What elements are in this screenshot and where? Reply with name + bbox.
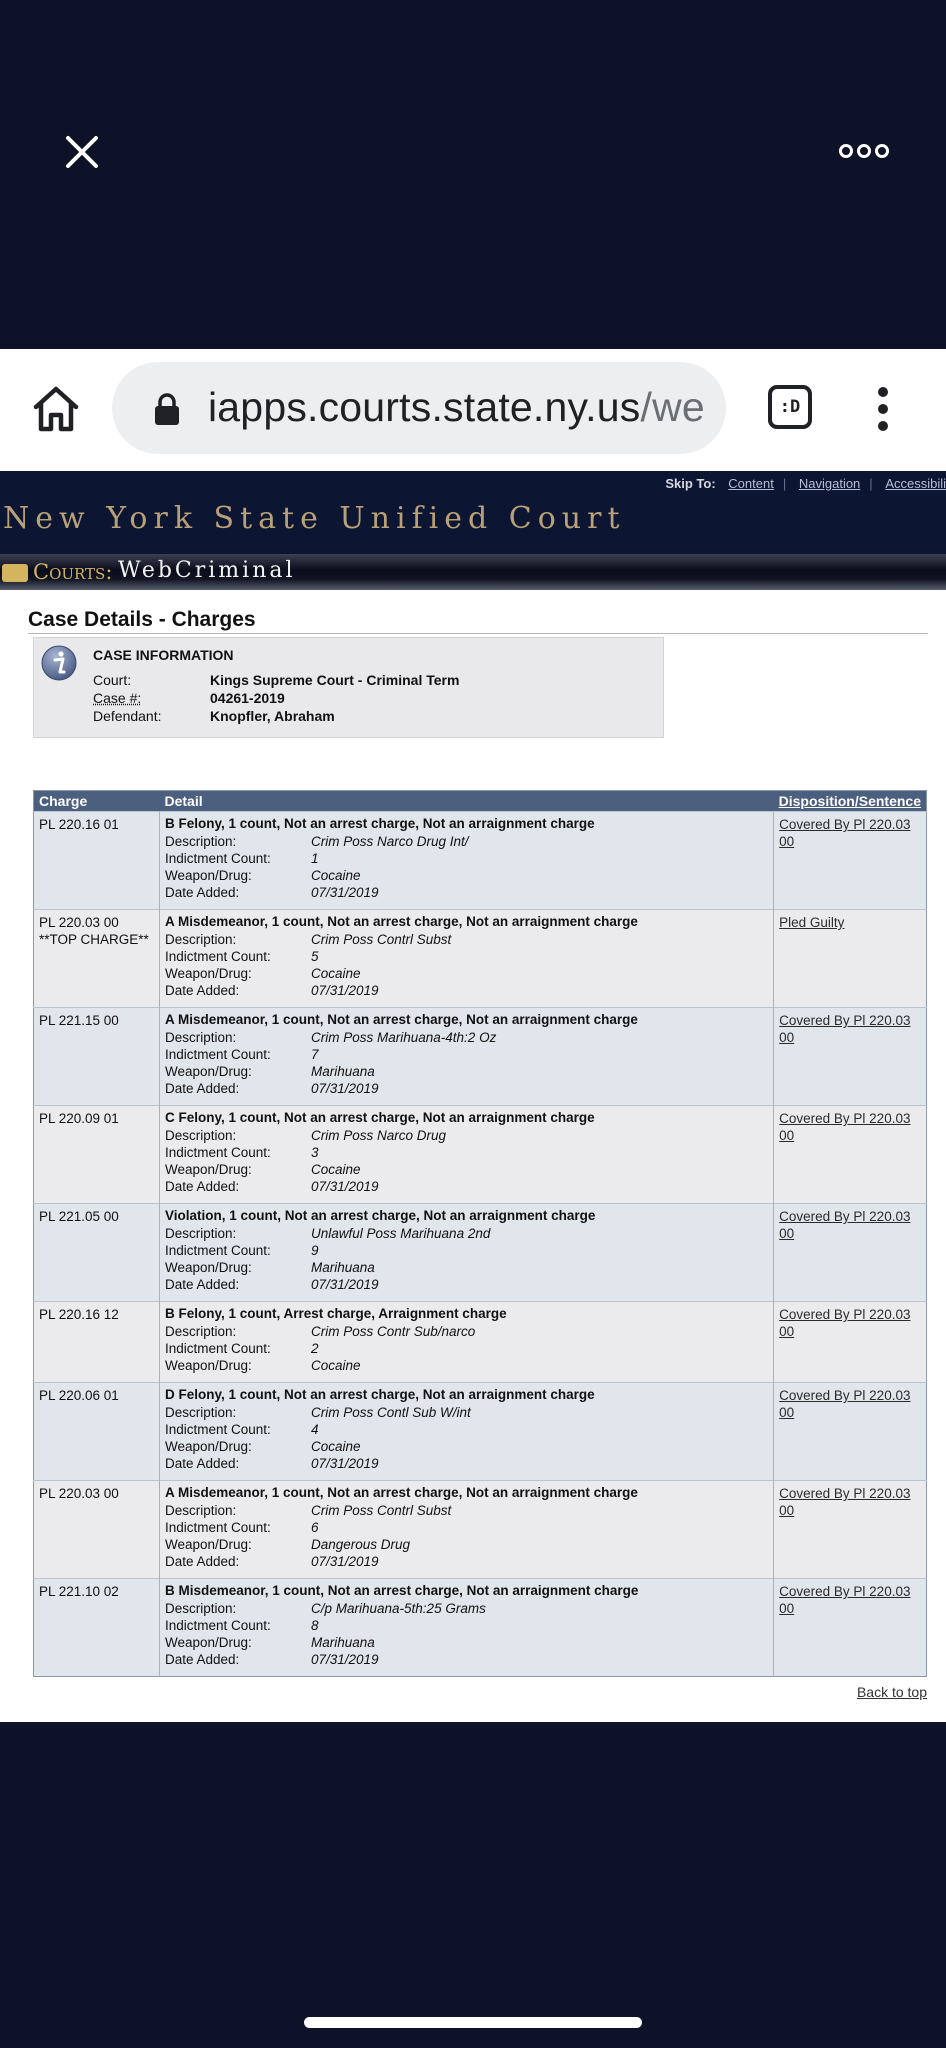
app-name: WebCriminal xyxy=(118,558,296,583)
charge-cell xyxy=(34,910,160,1008)
detail-label: Weapon/Drug: xyxy=(165,966,252,981)
detail-value: Crim Poss Narco Drug xyxy=(311,1128,447,1143)
disposition-cell xyxy=(774,1383,927,1481)
charge-code: PL 220.16 12 xyxy=(39,1307,119,1322)
detail-label: Weapon/Drug: xyxy=(165,1064,252,1079)
detail-label: Weapon/Drug: xyxy=(165,868,252,883)
detail-label: Weapon/Drug: xyxy=(165,1162,252,1177)
detail-row-indictment-count xyxy=(165,1047,768,1064)
detail-label: Description: xyxy=(165,1226,237,1241)
detail-label: Indictment Count: xyxy=(165,851,271,866)
detail-label: Weapon/Drug: xyxy=(165,1260,252,1275)
detail-value: Marihuana xyxy=(311,1260,375,1275)
detail-value: Crim Poss Contrl Subst xyxy=(311,1503,452,1518)
kebab-menu-icon xyxy=(868,384,898,434)
disposition-cell xyxy=(774,1481,927,1579)
detail-cell xyxy=(160,1106,774,1204)
disposition-cell xyxy=(774,1579,927,1677)
charge-summary: D Felony, 1 count, Not an arrest charge, Not an arraignment charge xyxy=(165,1387,595,1402)
detail-row-indictment-count xyxy=(165,1618,768,1635)
detail-row-indictment-count xyxy=(165,1341,768,1358)
detail-row-date-added xyxy=(165,1456,768,1473)
table-row xyxy=(34,1106,927,1204)
tab-switcher-icon[interactable]: :D xyxy=(768,385,812,429)
table-row xyxy=(34,812,927,910)
detail-row-weapon-drug xyxy=(165,1439,768,1456)
case-info-heading: CASE INFORMATION xyxy=(93,647,234,663)
detail-row-weapon-drug xyxy=(165,1635,768,1652)
skip-to-bar: Skip To: Content | Navigation | Accessibili xyxy=(665,476,946,491)
detail-label: Description: xyxy=(165,1405,237,1420)
browser-menu-button[interactable] xyxy=(868,384,898,434)
back-to-top-link[interactable]: Back to top xyxy=(856,1684,927,1700)
charge-code: PL 220.16 01 xyxy=(39,817,119,832)
detail-row-description xyxy=(165,1601,768,1618)
detail-label: Indictment Count: xyxy=(165,1243,271,1258)
detail-label: Indictment Count: xyxy=(165,1047,271,1062)
charge-cell xyxy=(34,812,160,910)
detail-value: Crim Poss Contrl Subst xyxy=(311,932,452,947)
app-banner xyxy=(0,554,946,590)
case-information-box xyxy=(33,637,664,738)
detail-label: Date Added: xyxy=(165,1179,240,1194)
disposition-link[interactable]: Covered By Pl 220.03 00 xyxy=(779,1388,911,1420)
detail-value: 1 xyxy=(311,851,319,866)
detail-cell xyxy=(160,1383,774,1481)
charges-table xyxy=(33,790,927,1677)
detail-row-weapon-drug xyxy=(165,1260,768,1277)
detail-row-date-added xyxy=(165,1081,768,1098)
table-row xyxy=(34,1302,927,1383)
detail-value: Dangerous Drug xyxy=(311,1537,411,1552)
close-icon xyxy=(62,132,102,172)
detail-label: Indictment Count: xyxy=(165,1341,271,1356)
disposition-link[interactable]: Covered By Pl 220.03 00 xyxy=(779,1013,911,1045)
case-info-value: Kings Supreme Court - Criminal Term xyxy=(210,672,460,688)
detail-label: Weapon/Drug: xyxy=(165,1635,252,1650)
detail-row-weapon-drug xyxy=(165,1358,768,1375)
charges-table-header xyxy=(34,791,927,812)
skip-link-content[interactable]: Content xyxy=(728,476,774,491)
detail-label: Weapon/Drug: xyxy=(165,1358,252,1373)
detail-row-date-added xyxy=(165,1554,768,1571)
charge-cell xyxy=(34,1481,160,1579)
disposition-cell xyxy=(774,910,927,1008)
charge-summary: A Misdemeanor, 1 count, Not an arrest charge, Not an arraignment charge xyxy=(165,1012,638,1027)
detail-value: 07/31/2019 xyxy=(311,1554,379,1569)
detail-cell xyxy=(160,1008,774,1106)
case-info-label: Defendant: xyxy=(93,708,162,724)
url-host: iapps.courts.state.ny.us xyxy=(208,384,641,430)
charge-cell xyxy=(34,1204,160,1302)
detail-label: Date Added: xyxy=(165,1456,240,1471)
title-divider xyxy=(28,633,928,634)
detail-label: Date Added: xyxy=(165,885,240,900)
detail-value: 4 xyxy=(311,1422,319,1437)
skip-link-accessibility[interactable]: Accessibili xyxy=(885,476,946,491)
detail-row-description xyxy=(165,1324,768,1341)
disposition-cell xyxy=(774,1204,927,1302)
charge-code: PL 221.15 00 xyxy=(39,1013,119,1028)
detail-value: C/p Marihuana-5th:25 Grams xyxy=(311,1601,486,1616)
charge-cell xyxy=(34,1383,160,1481)
detail-value: Marihuana xyxy=(311,1064,375,1079)
detail-value: Unlawful Poss Marihuana 2nd xyxy=(311,1226,491,1241)
detail-row-date-added xyxy=(165,885,768,902)
disposition-cell xyxy=(774,1106,927,1204)
detail-value: 6 xyxy=(311,1520,319,1535)
detail-row-description xyxy=(165,1226,768,1243)
header-charge: Charge xyxy=(34,791,160,812)
disposition-cell xyxy=(774,1302,927,1383)
detail-cell xyxy=(160,1204,774,1302)
detail-row-date-added xyxy=(165,983,768,1000)
detail-label: Description: xyxy=(165,1503,237,1518)
detail-value: Crim Poss Narco Drug Int/ xyxy=(311,834,469,849)
lock-icon xyxy=(152,392,182,426)
case-info-value: 04261-2019 xyxy=(210,690,285,706)
detail-value: Cocaine xyxy=(311,1358,361,1373)
disposition-link[interactable]: Covered By Pl 220.03 00 xyxy=(779,1486,911,1518)
top-charge-label: **TOP CHARGE** xyxy=(39,932,149,947)
home-indicator[interactable] xyxy=(304,2017,642,2028)
detail-value: Marihuana xyxy=(311,1635,375,1650)
case-info-label: Case #: xyxy=(93,690,142,706)
detail-value: 07/31/2019 xyxy=(311,1652,379,1667)
detail-row-description xyxy=(165,932,768,949)
detail-value: 07/31/2019 xyxy=(311,885,379,900)
detail-row-weapon-drug xyxy=(165,1537,768,1554)
charge-code: PL 221.10 02 xyxy=(39,1584,119,1599)
app-top-bar xyxy=(0,0,946,349)
table-row xyxy=(34,910,927,1008)
detail-row-indictment-count xyxy=(165,949,768,966)
detail-row-indictment-count xyxy=(165,1145,768,1162)
header-detail: Detail xyxy=(160,791,774,812)
detail-cell xyxy=(160,1302,774,1383)
address-bar[interactable] xyxy=(112,362,726,454)
charge-summary: B Felony, 1 count, Not an arrest charge, Not an arraignment charge xyxy=(165,816,595,831)
disposition-link[interactable]: Covered By Pl 220.03 00 xyxy=(779,1584,911,1616)
url-path: /we xyxy=(640,384,705,430)
detail-cell xyxy=(160,910,774,1008)
close-button[interactable] xyxy=(62,132,102,172)
detail-row-weapon-drug xyxy=(165,966,768,983)
detail-row-indictment-count xyxy=(165,851,768,868)
table-row xyxy=(34,1579,927,1677)
disposition-cell xyxy=(774,1008,927,1106)
detail-label: Date Added: xyxy=(165,1554,240,1569)
skip-to-label: Skip To: xyxy=(665,476,716,491)
table-row xyxy=(34,1383,927,1481)
detail-value: 8 xyxy=(311,1618,319,1633)
more-options-button[interactable] xyxy=(836,140,892,162)
detail-row-date-added xyxy=(165,1652,768,1669)
table-row xyxy=(34,1481,927,1579)
detail-value: Crim Poss Contr Sub/narco xyxy=(311,1324,476,1339)
charge-summary: B Misdemeanor, 1 count, Not an arrest charge, Not an arraignment charge xyxy=(165,1583,639,1598)
detail-label: Date Added: xyxy=(165,1081,240,1096)
detail-label: Description: xyxy=(165,1601,237,1616)
disposition-link[interactable]: Pled Guilty xyxy=(779,915,845,930)
charge-code: PL 220.03 00 xyxy=(39,915,119,930)
detail-label: Indictment Count: xyxy=(165,949,271,964)
charge-summary: A Misdemeanor, 1 count, Not an arrest charge, Not an arraignment charge xyxy=(165,1485,638,1500)
detail-row-description xyxy=(165,1030,768,1047)
disposition-cell xyxy=(774,812,927,910)
disposition-link[interactable]: Covered By Pl 220.03 00 xyxy=(779,1111,911,1143)
header-disposition[interactable]: Disposition/Sentence xyxy=(774,791,927,812)
detail-value: Cocaine xyxy=(311,868,361,883)
detail-value: 07/31/2019 xyxy=(311,1277,379,1292)
detail-label: Description: xyxy=(165,1324,237,1339)
detail-row-date-added xyxy=(165,1277,768,1294)
detail-row-description xyxy=(165,1503,768,1520)
detail-label: Indictment Count: xyxy=(165,1618,271,1633)
detail-value: 9 xyxy=(311,1243,319,1258)
charge-code: PL 220.09 01 xyxy=(39,1111,119,1126)
detail-label: Description: xyxy=(165,834,237,849)
detail-value: Cocaine xyxy=(311,1439,361,1454)
disposition-link[interactable]: Covered By Pl 220.03 00 xyxy=(779,1307,911,1339)
charge-cell xyxy=(34,1302,160,1383)
charge-code: PL 220.03 00 xyxy=(39,1486,119,1501)
detail-row-date-added xyxy=(165,1179,768,1196)
charge-code: PL 220.06 01 xyxy=(39,1388,119,1403)
detail-cell xyxy=(160,1481,774,1579)
detail-cell xyxy=(160,812,774,910)
disposition-link[interactable]: Covered By Pl 220.03 00 xyxy=(779,817,911,849)
detail-value: Cocaine xyxy=(311,966,361,981)
page-title: Case Details - Charges xyxy=(28,608,256,631)
detail-value: 07/31/2019 xyxy=(311,1179,379,1194)
charge-code: PL 221.05 00 xyxy=(39,1209,119,1224)
detail-row-weapon-drug xyxy=(165,1162,768,1179)
site-title: New York State Unified Court xyxy=(3,501,626,536)
site-header xyxy=(0,471,946,590)
url-text xyxy=(208,384,705,431)
detail-label: Weapon/Drug: xyxy=(165,1537,252,1552)
table-row xyxy=(34,1204,927,1302)
courts-logo-icon xyxy=(2,564,28,582)
detail-label: Date Added: xyxy=(165,983,240,998)
case-info-value: Knopfler, Abraham xyxy=(210,708,335,724)
home-button[interactable] xyxy=(30,383,82,435)
detail-value: Crim Poss Contl Sub W/int xyxy=(311,1405,471,1420)
web-page xyxy=(0,471,946,1722)
detail-value: 7 xyxy=(311,1047,319,1062)
detail-label: Date Added: xyxy=(165,1652,240,1667)
detail-row-indictment-count xyxy=(165,1520,768,1537)
charge-summary: Violation, 1 count, Not an arrest charge, Not an arraignment charge xyxy=(165,1208,596,1223)
home-icon xyxy=(30,383,82,435)
table-row xyxy=(34,1008,927,1106)
detail-label: Indictment Count: xyxy=(165,1145,271,1160)
detail-label: Indictment Count: xyxy=(165,1520,271,1535)
detail-value: 2 xyxy=(311,1341,319,1356)
detail-row-weapon-drug xyxy=(165,1064,768,1081)
detail-value: Crim Poss Marihuana-4th:2 Oz xyxy=(311,1030,497,1045)
detail-label: Description: xyxy=(165,932,237,947)
more-dots-icon xyxy=(836,140,892,162)
detail-row-indictment-count xyxy=(165,1243,768,1260)
skip-link-navigation[interactable]: Navigation xyxy=(798,476,861,491)
detail-value: 07/31/2019 xyxy=(311,1456,379,1471)
detail-row-description xyxy=(165,1405,768,1422)
charge-summary: B Felony, 1 count, Arrest charge, Arraignment charge xyxy=(165,1306,507,1321)
detail-row-description xyxy=(165,834,768,851)
charge-cell xyxy=(34,1106,160,1204)
courts-label: Courts: xyxy=(33,560,113,584)
detail-row-description xyxy=(165,1128,768,1145)
detail-value: 5 xyxy=(311,949,319,964)
detail-value: 3 xyxy=(311,1145,319,1160)
detail-row-weapon-drug xyxy=(165,868,768,885)
detail-label: Description: xyxy=(165,1030,237,1045)
disposition-link[interactable]: Covered By Pl 220.03 00 xyxy=(779,1209,911,1241)
detail-cell xyxy=(160,1579,774,1677)
charge-summary: A Misdemeanor, 1 count, Not an arrest charge, Not an arraignment charge xyxy=(165,914,638,929)
detail-value: Cocaine xyxy=(311,1162,361,1177)
charge-cell xyxy=(34,1579,160,1677)
detail-label: Date Added: xyxy=(165,1277,240,1292)
charge-summary: C Felony, 1 count, Not an arrest charge, Not an arraignment charge xyxy=(165,1110,595,1125)
detail-value: 07/31/2019 xyxy=(311,1081,379,1096)
detail-label: Indictment Count: xyxy=(165,1422,271,1437)
detail-label: Weapon/Drug: xyxy=(165,1439,252,1454)
case-info-label: Court: xyxy=(93,672,132,688)
info-icon xyxy=(40,644,78,682)
detail-label: Description: xyxy=(165,1128,237,1143)
detail-row-indictment-count xyxy=(165,1422,768,1439)
detail-value: 07/31/2019 xyxy=(311,983,379,998)
charge-cell xyxy=(34,1008,160,1106)
